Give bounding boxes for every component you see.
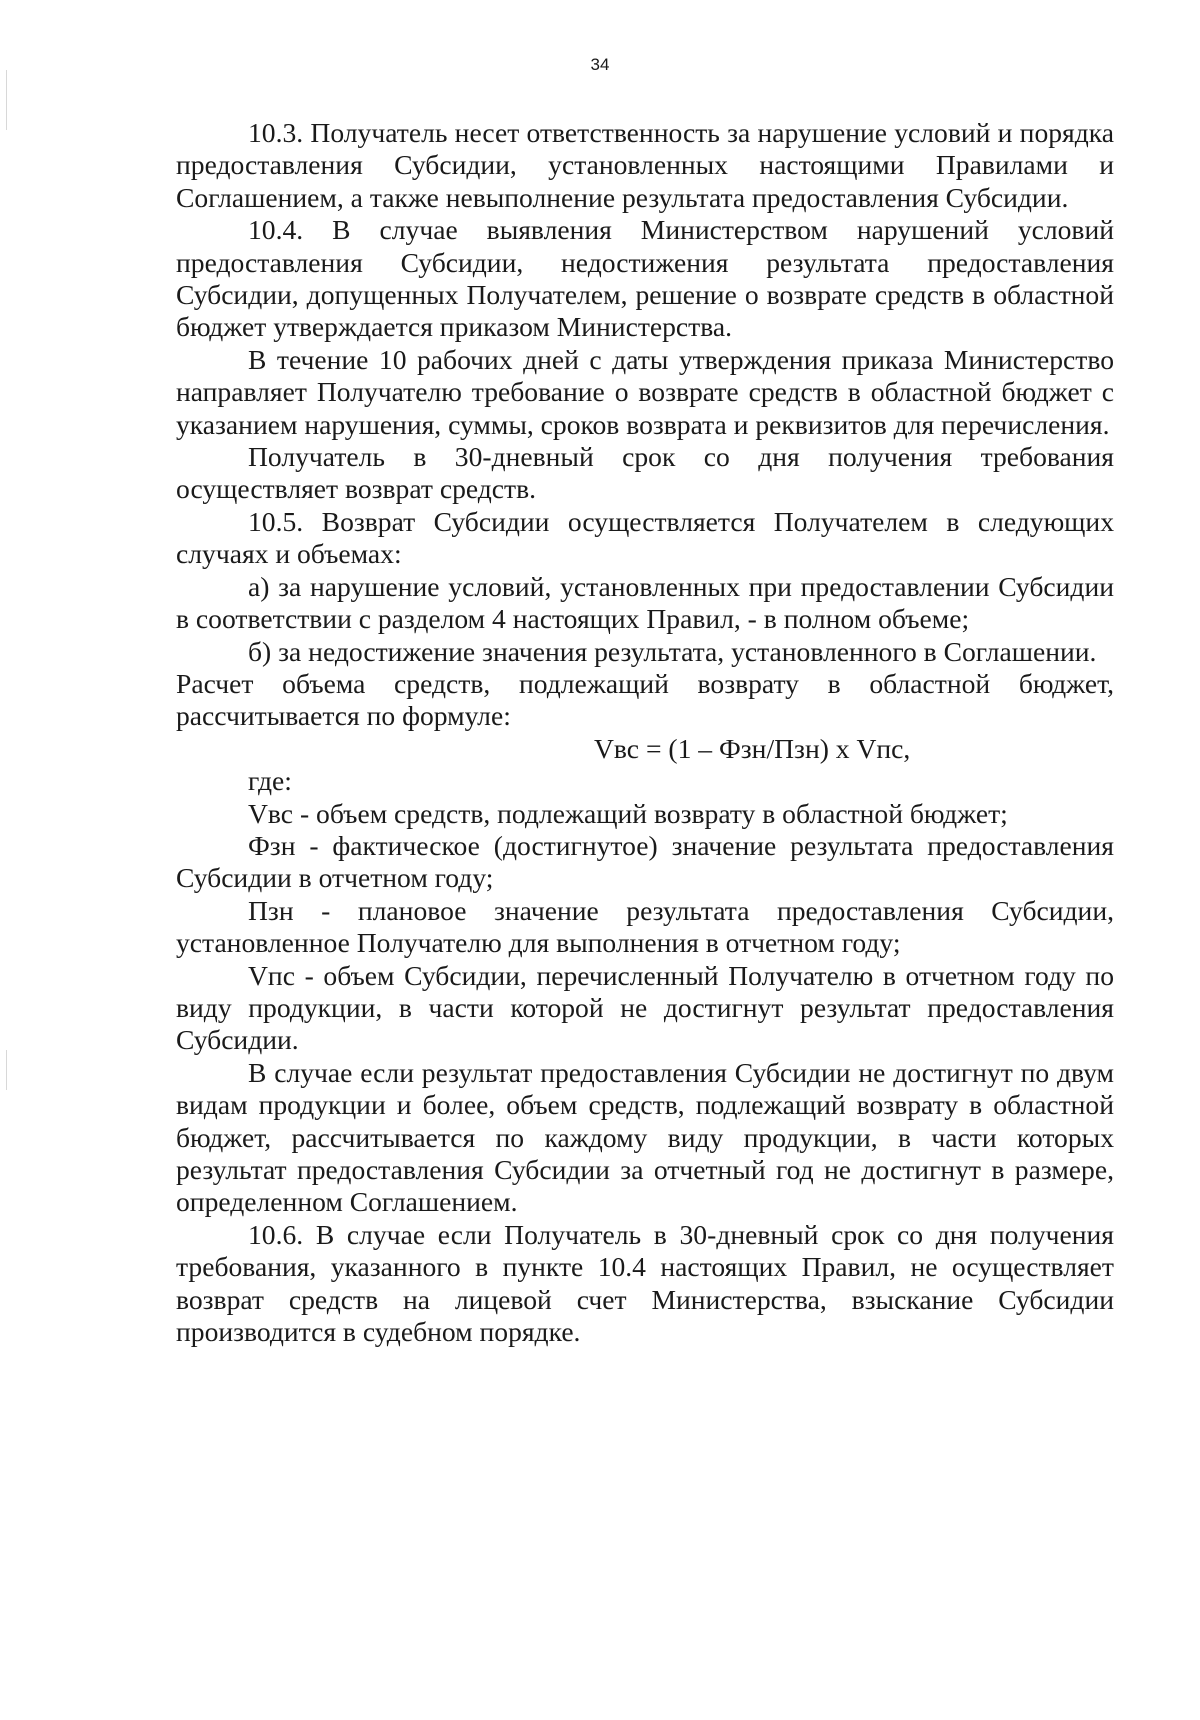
paragraph-notice-term: В течение 10 рабочих дней с даты утверждения приказа Министерство направляет Получателю требование о возврате средств в областной бюджет с указанием нарушения, суммы, сроков возврата и реквизитов для перечисления. — [176, 343, 1114, 440]
paragraph-10-5: 10.5. Возврат Субсидии осуществляется Получателем в следующих случаях и объемах: — [176, 505, 1114, 570]
paragraph-10-4: 10.4. В случае выявления Министерством нарушений условий предоставления Субсидии, недостижения результата предоставления Субсидии, допущенных Получателем, решение о возврате средств в областной бюджет утверждается приказом Министерства. — [176, 214, 1114, 343]
definition-pzn: Пзн - плановое значение результата предоставления Субсидии, установленное Получателю для выполнения в отчетном году; — [176, 894, 1114, 959]
definition-fzn: Фзн - фактическое (достигнутое) значение результата предоставления Субсидии в отчетном году; — [176, 829, 1114, 894]
paragraph-10-3: 10.3. Получатель несет ответственность за нарушение условий и порядка предоставления Субсидии, установленных настоящими Правилами и Соглашением, а также невыполнение результата предоставления Субсидии. — [176, 117, 1114, 213]
list-item-a: а) за нарушение условий, установленных при предоставлении Субсидии в соответствии с разделом 4 настоящих Правил, - в полном объеме; — [176, 570, 1114, 635]
page-number: 34 — [590, 55, 610, 74]
paragraph-multiple-products: В случае если результат предоставления Субсидии не достигнут по двум видам продукции и более, объем средств, подлежащий возврату в областной бюджет, рассчитывается по каждому виду продукции, в части которых результат предоставления Субсидии за отчетный год не достигнут в размере, определенном Соглашением. — [176, 1056, 1114, 1218]
formula: Vвс = (1 – Фзн/Пзн) х Vпс, — [594, 732, 911, 764]
list-item-b: б) за недостижение значения результата, установленного в Соглашении. — [248, 635, 1097, 667]
paragraph-return-term: Получатель в 30-дневный срок со дня получения требования осуществляет возврат средств. — [176, 441, 1114, 505]
scan-margin-mark — [6, 70, 7, 130]
paragraph-10-6: 10.6. В случае если Получатель в 30-дневный срок со дня получения требования, указанного в пункте 10.4 настоящих Правил, не осуществляет возврат средств на лицевой счет Министерства, взыскание Субсидии производится в судебном порядке. — [176, 1218, 1114, 1348]
definition-vvs: Vвс - объем средств, подлежащий возврату в областной бюджет; — [248, 797, 1008, 829]
definition-vps: Vпс - объем Субсидии, перечисленный Получателю в отчетном году по виду продукции, в части которой не достигнут результат предоставления Субсидии. — [176, 959, 1114, 1056]
paragraph-where: где: — [248, 765, 292, 797]
scan-margin-mark — [6, 1050, 7, 1090]
document-body — [176, 117, 1114, 1348]
paragraph-calculation-intro: Расчет объема средств, подлежащий возврату в областной бюджет, рассчитывается по формуле: — [176, 667, 1114, 732]
